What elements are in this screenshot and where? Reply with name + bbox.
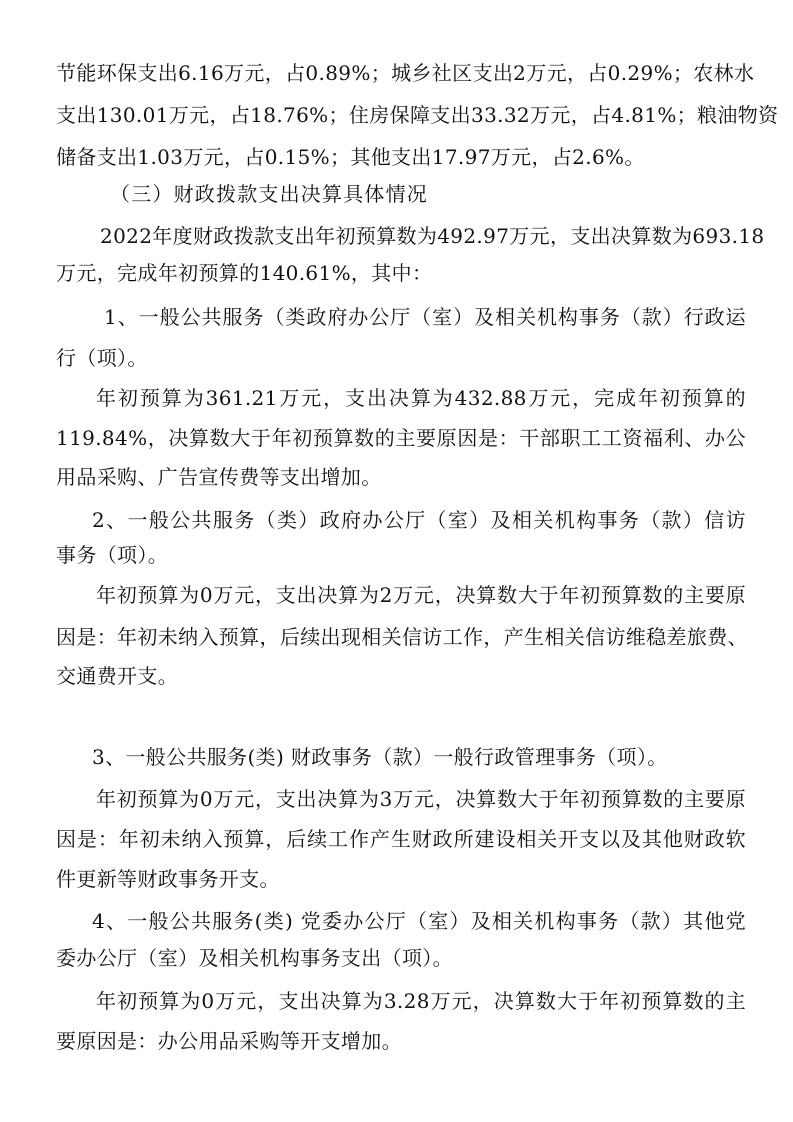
summary-line: 2022年度财政拨款支出年初预算数为492.97万元，支出决算数为693.18 — [100, 224, 765, 248]
paragraph-line: 储备支出1.03万元，占0.15%；其他支出17.97万元，占2.6%。 — [56, 145, 645, 169]
item-title: 委办公厅（室）及相关机构事务支出（项）。 — [56, 946, 453, 970]
item-body: 因是：年初未纳入预算，后续出现相关信访工作，产生相关信访维稳差旅费、 — [56, 625, 748, 649]
item-title: 2、一般公共服务（类）政府办公厅（室）及相关机构事务（款）信访 — [92, 508, 746, 532]
item-title: 1、一般公共服务（类政府办公厅（室）及相关机构事务（款）行政运 — [104, 305, 746, 329]
item-body: 年初预算为0万元，支出决算为2万元，决算数大于年初预算数的主要原 — [96, 583, 746, 607]
item-body: 119.84%，决算数大于年初预算数的主要原因是：干部职工工资福利、办公 — [56, 426, 746, 450]
item-body: 件更新等财政事务开支。 — [56, 867, 280, 891]
item-title: 事务（项）。 — [56, 543, 169, 567]
paragraph-line: 节能环保支出6.16万元，占0.89%；城乡社区支出2万元，占0.29%；农林水 — [56, 61, 755, 85]
summary-line: 万元，完成年初预算的140.61%，其中： — [56, 261, 433, 285]
item-title: 行（项）。 — [56, 346, 148, 370]
item-body: 因是：年初未纳入预算，后续工作产生财政所建设相关开支以及其他财政软 — [56, 827, 746, 851]
item-title: 4、一般公共服务(类) 党委办公厅（室）及相关机构事务（款）其他党 — [92, 909, 746, 933]
item-body: 年初预算为361.21万元，支出决算为432.88万元，完成年初预算的 — [96, 386, 746, 410]
item-body: 用品采购、广告宣传费等支出增加。 — [56, 465, 382, 489]
item-body: 要原因是：办公用品采购等开支增加。 — [56, 1029, 402, 1053]
section-heading: （三）财政拨款支出决算具体情况 — [110, 182, 428, 206]
item-body: 年初预算为0万元，支出决算为3.28万元，决算数大于年初预算数的主 — [96, 989, 746, 1013]
item-body: 年初预算为0万元，支出决算为3万元，决算数大于年初预算数的主要原 — [96, 787, 746, 811]
item-title: 3、一般公共服务(类) 财政事务（款）一般行政管理事务（项）。 — [92, 745, 668, 769]
paragraph-line: 支出130.01万元，占18.76%；住房保障支出33.32万元，占4.81%；粮油物资 — [56, 103, 779, 127]
item-body: 交通费开支。 — [56, 664, 179, 688]
